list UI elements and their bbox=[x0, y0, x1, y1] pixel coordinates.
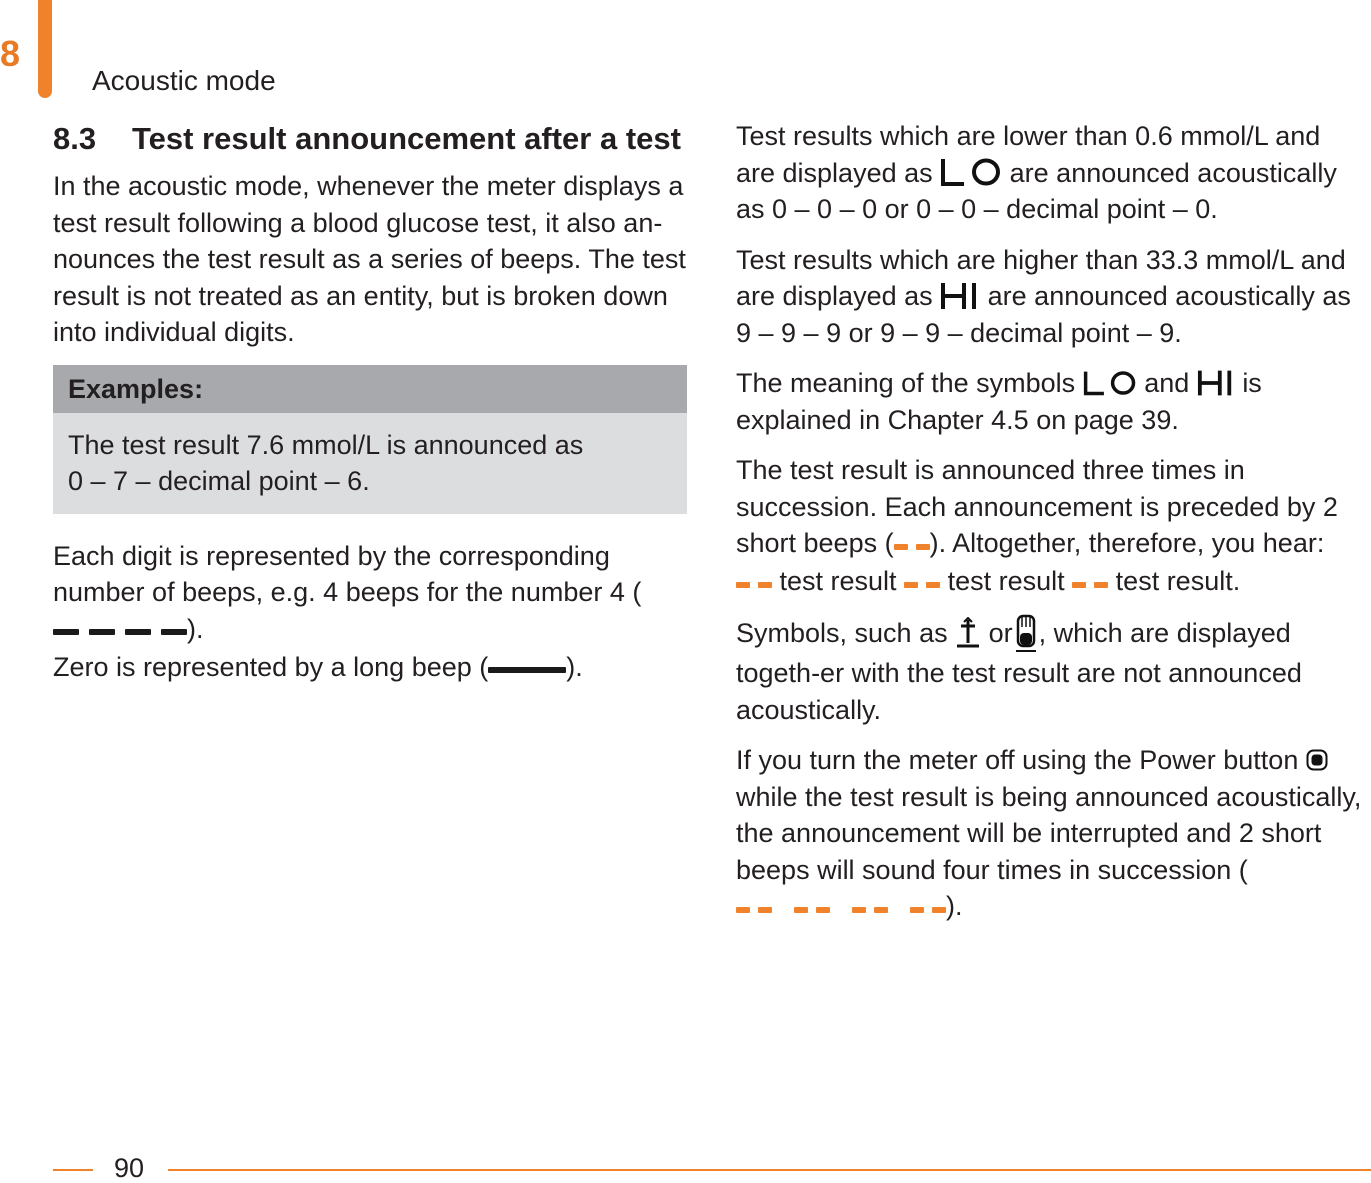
chapter-number: 8 bbox=[0, 33, 21, 74]
announcement-paragraph bbox=[736, 452, 1366, 601]
digit-beeps-close: ). bbox=[187, 613, 204, 644]
power-off-text-c: ). bbox=[946, 891, 963, 922]
hi-display-symbol-icon bbox=[940, 281, 980, 311]
power-off-text-a: If you turn the meter off using the Power button bbox=[736, 745, 1299, 776]
test-result-label: test result bbox=[947, 566, 1065, 597]
symbols-not-text-c: , which are displayed togeth-er with the test result are not announced acoustically. bbox=[736, 618, 1302, 725]
chapter-tab-bar bbox=[38, 0, 52, 98]
page-number: 90 bbox=[114, 1153, 145, 1183]
beep-four-double-short-icon bbox=[736, 890, 946, 927]
footer-rule-right bbox=[168, 1169, 1371, 1171]
zero-beep-close: ). bbox=[566, 651, 583, 682]
beep-two-short-icon bbox=[904, 565, 940, 602]
hi-display-symbol-icon bbox=[1197, 368, 1235, 398]
hi-text-b: are announced acoustically as 9 – 9 – 9 or 9 – 9 – decimal point – 9. bbox=[736, 281, 1351, 348]
footer-rule-left bbox=[53, 1169, 93, 1171]
section-heading bbox=[53, 118, 687, 160]
lo-display-symbol-icon bbox=[1083, 368, 1137, 398]
power-button-icon bbox=[1306, 749, 1328, 771]
symbols-not-text-a: Symbols, such as bbox=[736, 618, 948, 649]
section-number: 8.3 bbox=[53, 121, 97, 156]
control-solution-symbol-icon bbox=[1013, 613, 1039, 653]
symbols-not-announced-paragraph bbox=[736, 615, 1366, 728]
beep-long-icon bbox=[488, 650, 566, 687]
lo-text-a: Test results which are lower than 0.6 mmol/L and are displayed as bbox=[736, 121, 1321, 188]
examples-body bbox=[53, 413, 687, 514]
example-line-1: The test result 7.6 mmol/L is announced as bbox=[68, 429, 584, 460]
lo-display-symbol-icon bbox=[940, 157, 1002, 187]
intro-paragraph: In the acoustic mode, whenever the meter displays a test result following a blood glucose test, it also an-nounces the test result as a series of beeps. The test result is not treated as an entity, but is broken down into individual digits. bbox=[53, 171, 686, 347]
hi-paragraph bbox=[736, 242, 1366, 352]
announcement-text-b: ). Altogether, therefore, you hear: bbox=[929, 528, 1325, 558]
beep-two-short-icon bbox=[1072, 565, 1108, 602]
digit-beeps-text: Each digit is represented by the corresponding number of beeps, e.g. 4 beeps for the number 4 ( bbox=[53, 540, 642, 607]
left-column bbox=[53, 118, 687, 701]
examples-box bbox=[53, 365, 687, 514]
zero-beep-text: Zero is represented by a long beep ( bbox=[53, 651, 489, 682]
symbols-not-text-or: or bbox=[988, 618, 1013, 649]
digit-beeps-paragraph bbox=[53, 538, 687, 687]
power-off-text-b: while the test result is being announced acoustically, the announcement will be interrupted and 2 short beeps will sound four times in succession ( bbox=[736, 781, 1362, 885]
right-column bbox=[736, 118, 1366, 940]
beep-four-short-icon bbox=[53, 612, 187, 649]
test-result-label: test result bbox=[779, 566, 897, 597]
symbols-text-and: and bbox=[1144, 368, 1190, 398]
beep-two-short-icon bbox=[736, 565, 772, 602]
section-title: Test result announcement after a test bbox=[132, 121, 681, 156]
symbols-text-c: is explained in Chapter 4.5 on page 39. bbox=[736, 368, 1262, 435]
symbols-text-a: The meaning of the symbols bbox=[736, 368, 1076, 398]
lo-text-b: are announced acoustically as 0 – 0 – 0 or 0 – 0 – decimal point – 0. bbox=[736, 157, 1337, 224]
test-strip-symbol-icon bbox=[955, 617, 981, 649]
running-header: Acoustic mode bbox=[92, 65, 276, 96]
example-line-2: 0 – 7 – decimal point – 6. bbox=[68, 466, 370, 496]
beep-two-short-icon bbox=[894, 527, 930, 564]
power-off-paragraph bbox=[736, 742, 1366, 926]
lo-paragraph bbox=[736, 118, 1366, 228]
hi-text-a: Test results which are higher than 33.3 mmol/L and are displayed as bbox=[736, 244, 1346, 311]
test-result-label-end: test result. bbox=[1115, 566, 1241, 597]
symbols-meaning-paragraph bbox=[736, 365, 1366, 438]
examples-heading: Examples: bbox=[53, 365, 687, 413]
announcement-text-a: The test result is announced three times in succession. Each announcement is preceded by 2 short beeps ( bbox=[736, 455, 1338, 558]
